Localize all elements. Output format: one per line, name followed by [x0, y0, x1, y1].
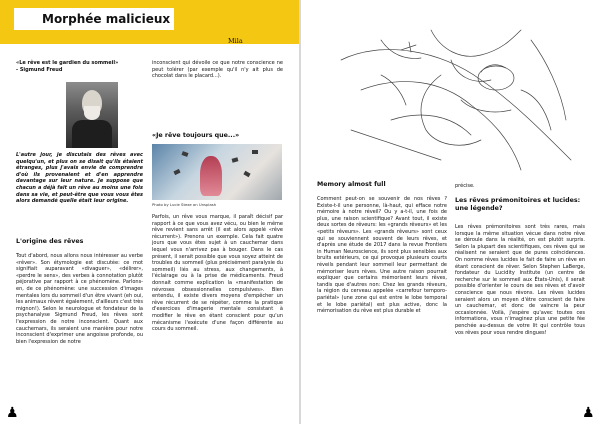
precise-text: précise.	[455, 183, 475, 189]
intro-text: L'autre jour, je discutais des rêves avec quelqu'un, et plus on se disait qu'ils étaient étranges, plus j'avais envie de comprendre d'où ils provenaient et d'en apprendre davantage sur leur nature. Je suppose que chacun a déjà fait un rêve au moins une fois dans sa vie, et peut-être que vous vous êtes alors demandé quelle était leur origine.	[16, 152, 143, 205]
heading-origine: L'origine des rêves	[16, 238, 84, 245]
right-page	[301, 0, 600, 424]
chess-pawn-icon: ♟	[6, 405, 19, 421]
chess-pawn-icon: ♟	[582, 405, 595, 421]
title-band	[0, 0, 299, 44]
col2-top-text: inconscient qui dévoile ce que notre conscience ne peut tolérer (par exemple qu'il n'y ait plus de chocolat dans le placard...).	[152, 60, 283, 80]
col2-text: Parfois, un rêve vous marque, il paraît décisif par rapport à ce que vous avez vécu, ou bien le même rêve revient sans arrêt (il est alors appelé «rêve récurrent»). Prenons un exemple. Cela fait quatre jours que vous êtes sujet à un cauchemar dans lequel vous n'arrivez pas à bouger. Dans le cas présent, il serait possible que vous soyez atteint de troubles du sommeil (plus précisément paralysie du sommeil) liés au stress, aux changements, à l'éclairage ou à la prise de médicaments. Freud donnait comme explication la «manifestation de névroses obsessionnelles compulsives». Bien entendu, il existe divers moyens d'empêcher un rêve récurrent de se répéter, comme la pratique d'exercices d'imagerie mentale consistant à modifier le rêve en étant conscient pour qu'un mécanisme l'exécute d'une façon différente au cours du sommeil.	[152, 214, 283, 333]
origine-text: Tout d'abord, nous allons nous intéresser au verbe «rêver». Son étymologie est discutée: ce mot signifiait auparavant «divaguer», «délirer», «perdre le sens», des verbes à connotation plutôt péjorative par rapport à ce phénomène. Parlons-en, de ce phénomène: une succession d'images mentales lors du sommeil d'un être vivant (eh oui, les animaux rêvent également, d'ailleurs c'est très mignon!). Selon le neurologue et fondateur de la psychanalyse Sigmund Freud, les rêves sont l'expression de notre inconscient. Quant aux cauchemars, ils seraient une manière pour notre inconscient d'exprimer une angoisse profonde, ou bien l'expression de notre	[16, 253, 143, 345]
quote-author: - Sigmund Freud	[16, 67, 63, 73]
freud-photo	[66, 82, 118, 148]
quote: «Le rêve est le gardien du sommeil»	[16, 60, 119, 66]
heading-lucides: Les rêves prémonitoires et lucides: une légende?	[455, 197, 581, 212]
lucides-text: Les rêves prémonitoires sont très rares, mais lorsque la même situation vécue dans notre rêve se déroule dans la réalité, on est plutôt surpris. Selon la plupart des scientifiques, ces rêves qui se réalisent ne seraient que de pures coïncidences. On nomme rêves lucides le fait de faire un rêve en étant conscient de rêver. Selon Stephen LaBerge, fondateur du Lucidity Institute (un centre de recherche sur le sommeil aux États-Unis), il serait possible d'orienter le cours de ses rêves et d'avoir conscience que nous rêvons. Les rêves lucides seraient alors un moyen d'être conscient de faire un cauchemar, et donc de vaincre la peur occasionnée. Voilà, j'espère qu'avec toutes ces informations, vous n'imaginez plus une petite fée penchée au-dessus de votre lit qui contrôle tous vos rêves pour vous rendre dingues!	[455, 224, 585, 336]
left-page	[0, 0, 299, 424]
heading-memory: Memory almost full	[317, 181, 386, 188]
dream-photo	[152, 144, 282, 200]
photo-credit: Photo by Lucie Stexe on Unsplash	[152, 202, 217, 207]
page-title: Morphée malicieux	[14, 8, 174, 30]
memory-text: Comment peut-on se souvenir de nos rêves ? Existe-t-il une personne, là-haut, qui efface notre mémoire à notre réveil? Ou y a-t-il, une fois de plus, une raison scientifique? Avant tout, il existe deux sortes de rêveurs: les «grands rêveurs» et les «petits rêveurs». Les «grands rêveurs» sont ceux qui se souviennent souvent de leurs rêves, et d'après une étude de 2017 dans la revue Frontiers in Human Neuroscience, ils sont plus sensibles aux bruits extérieurs, ce qui provoque plusieurs courts réveils pendant leur sommeil leur permettant de mémoriser leurs rêves. Une autre raison pourrait expliquer que certains mémorisent leurs rêves, tandis que d'autres non: Chez les grands rêveurs, la région du cerveau appelée «carrefour temporo-pariétal» (une zone qui est entre le lobe temporal et le lobe pariétal) est plus active, donc la mémorisation du rêve est plus durable et	[317, 196, 447, 315]
heading-reve-toujours: «Je rêve toujours que...»	[152, 132, 240, 139]
sleeping-woman-drawing	[321, 20, 583, 172]
author-name: Mila	[228, 37, 243, 45]
